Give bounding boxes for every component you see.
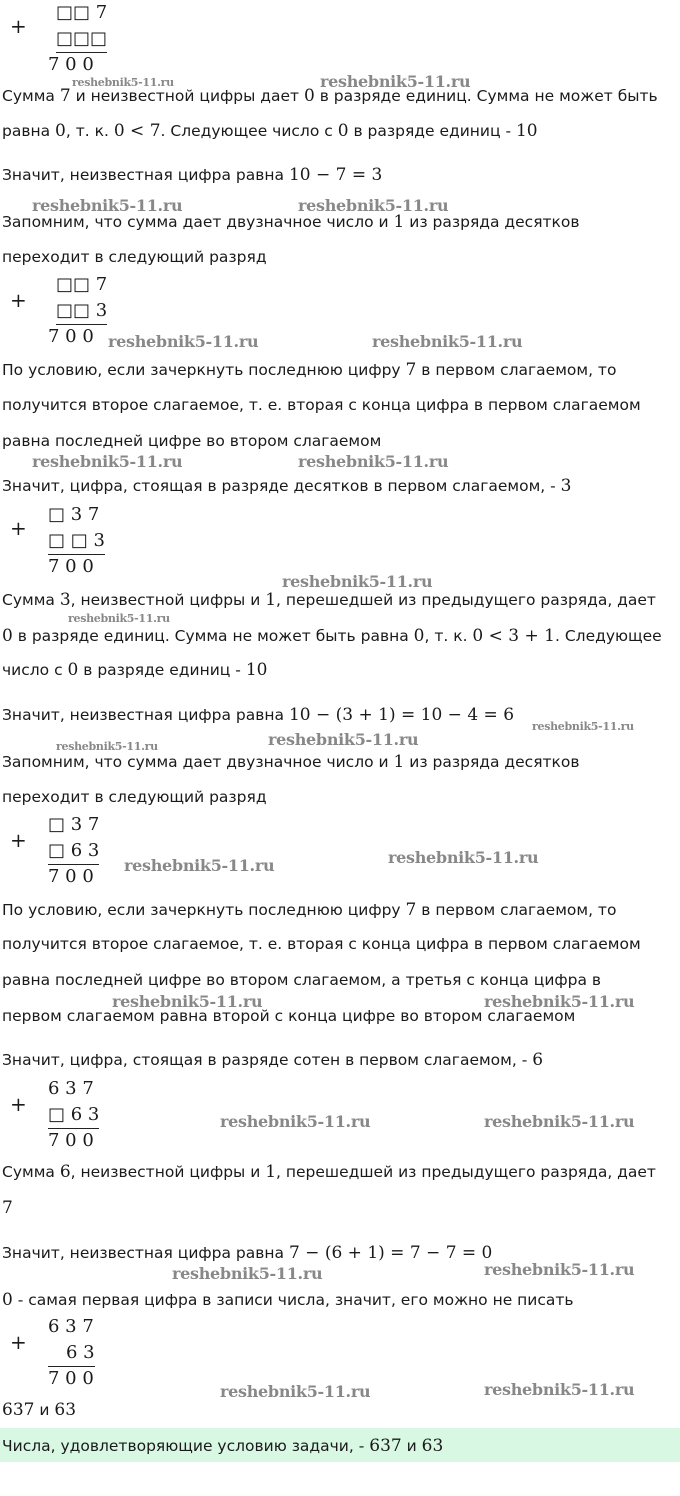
watermark: reshebnik5-11.ru xyxy=(220,1382,371,1401)
watermark: reshebnik5-11.ru xyxy=(56,740,158,753)
watermark: reshebnik5-11.ru xyxy=(372,332,523,351)
watermark: reshebnik5-11.ru xyxy=(220,1112,371,1131)
addition-column xyxy=(48,1076,99,1154)
text-line: переходит в следующий разряд xyxy=(2,788,267,806)
addend-1: 6 3 7 xyxy=(48,1078,94,1099)
addend-1: □ 3 7 xyxy=(48,504,100,525)
watermark: reshebnik5-11.ru xyxy=(108,332,259,351)
sum: 7 0 0 xyxy=(48,1130,94,1151)
text-line: получится второе слагаемое, т. е. вторая с конца цифра в первом слагаемом xyxy=(2,935,641,953)
addend-2: 6 3 xyxy=(48,1340,95,1367)
text-line: получится второе слагаемое, т. е. вторая с конца цифра в первом слагаемом xyxy=(2,396,641,414)
watermark: reshebnik5-11.ru xyxy=(298,196,449,215)
text-line: первом слагаемом равна второй с конца цифре во втором слагаемом xyxy=(2,1007,576,1025)
text-line: равна последней цифре во втором слагаемом xyxy=(2,432,382,450)
addend-1: □ 3 7 xyxy=(48,814,100,835)
text-line: Значит, цифра, стоящая в разряде сотен в первом слагаемом, - 6 xyxy=(2,1050,544,1070)
addend-1: 6 3 7 xyxy=(48,1316,94,1337)
plus-sign: + xyxy=(10,288,27,312)
addition-column xyxy=(48,272,108,350)
watermark: reshebnik5-11.ru xyxy=(282,572,433,591)
watermark: reshebnik5-11.ru xyxy=(532,720,634,733)
text-line: 637 и 63 xyxy=(2,1400,77,1420)
addition-column xyxy=(48,0,108,78)
watermark: reshebnik5-11.ru xyxy=(124,856,275,875)
text-line: Значит, неизвестная цифра равна 10 − (3 + 1) = 10 − 4 = 6 xyxy=(2,705,515,725)
text-line: 0 - самая первая цифра в записи числа, значит, его можно не писать xyxy=(2,1290,574,1310)
text-line: Сумма 6, неизвестной цифры и 1, перешедшей из предыдущего разряда, дает xyxy=(2,1162,656,1182)
addition-column xyxy=(48,1314,95,1392)
watermark: reshebnik5-11.ru xyxy=(32,452,183,471)
addition-column xyxy=(48,812,99,890)
text-line: 0 в разряде единиц. Сумма не может быть равна 0, т. к. 0 < 3 + 1. Следующее xyxy=(2,626,662,646)
sum: 7 0 0 xyxy=(48,1368,94,1389)
watermark: reshebnik5-11.ru xyxy=(172,1264,323,1283)
addend-2: □ □ 3 xyxy=(48,528,105,555)
plus-sign: + xyxy=(10,1092,27,1116)
text-line: равна последней цифре во втором слагаемом, а третья с конца цифра в xyxy=(2,971,602,989)
watermark: reshebnik5-11.ru xyxy=(320,72,471,91)
text-line: Сумма 7 и неизвестной цифры дает 0 в разряде единиц. Сумма не может быть xyxy=(2,86,658,106)
text-line: Запомним, что сумма дает двузначное число и 1 из разряда десятков xyxy=(2,212,580,232)
watermark: reshebnik5-11.ru xyxy=(484,1112,635,1131)
addition-column xyxy=(48,502,105,580)
watermark: reshebnik5-11.ru xyxy=(484,1260,635,1279)
addend-2: □ 6 3 xyxy=(48,1102,99,1129)
text-line: переходит в следующий разряд xyxy=(2,248,267,266)
plus-sign: + xyxy=(10,516,27,540)
addend-2: □□□ xyxy=(56,26,107,53)
watermark: reshebnik5-11.ru xyxy=(484,1380,635,1399)
text-line: Запомним, что сумма дает двузначное число и 1 из разряда десятков xyxy=(2,752,580,772)
watermark: reshebnik5-11.ru xyxy=(298,452,449,471)
plus-sign: + xyxy=(10,14,27,38)
text-line: равна 0, т. к. 0 < 7. Следующее число с 0 в разряде единиц - 10 xyxy=(2,121,538,141)
text-line: Сумма 3, неизвестной цифры и 1, перешедшей из предыдущего разряда, дает xyxy=(2,590,656,610)
watermark: reshebnik5-11.ru xyxy=(72,76,174,89)
text-line: 7 xyxy=(2,1198,13,1218)
watermark: reshebnik5-11.ru xyxy=(68,612,170,625)
watermark: reshebnik5-11.ru xyxy=(388,848,539,867)
sum: 7 0 0 xyxy=(48,54,94,75)
plus-sign: + xyxy=(10,1330,27,1354)
addend-2: □ 6 3 xyxy=(48,838,99,865)
addend-1: □□ 7 xyxy=(56,274,108,295)
text-line: число с 0 в разряде единиц - 10 xyxy=(2,660,268,680)
sum: 7 0 0 xyxy=(48,556,94,577)
plus-sign: + xyxy=(10,828,27,852)
text-line: Значит, цифра, стоящая в разряде десятков в первом слагаемом, - 3 xyxy=(2,476,572,496)
text-line: Значит, неизвестная цифра равна 7 − (6 + 1) = 7 − 7 = 0 xyxy=(2,1243,493,1263)
addend-1: □□ 7 xyxy=(56,2,108,23)
watermark: reshebnik5-11.ru xyxy=(484,992,635,1011)
addend-2: □□ 3 xyxy=(56,298,107,325)
text-line: Значит, неизвестная цифра равна 10 − 7 = 3 xyxy=(2,165,383,185)
watermark: reshebnik5-11.ru xyxy=(32,196,183,215)
answer-line: Числа, удовлетворяющие условию задачи, - 637 и 63 xyxy=(2,1436,444,1456)
watermark: reshebnik5-11.ru xyxy=(112,992,263,1011)
sum: 7 0 0 xyxy=(48,866,94,887)
text-line: По условию, если зачеркнуть последнюю цифру 7 в первом слагаемом, то xyxy=(2,360,617,380)
sum: 7 0 0 xyxy=(48,326,94,347)
text-line: По условию, если зачеркнуть последнюю цифру 7 в первом слагаемом, то xyxy=(2,900,617,920)
watermark: reshebnik5-11.ru xyxy=(268,730,419,749)
